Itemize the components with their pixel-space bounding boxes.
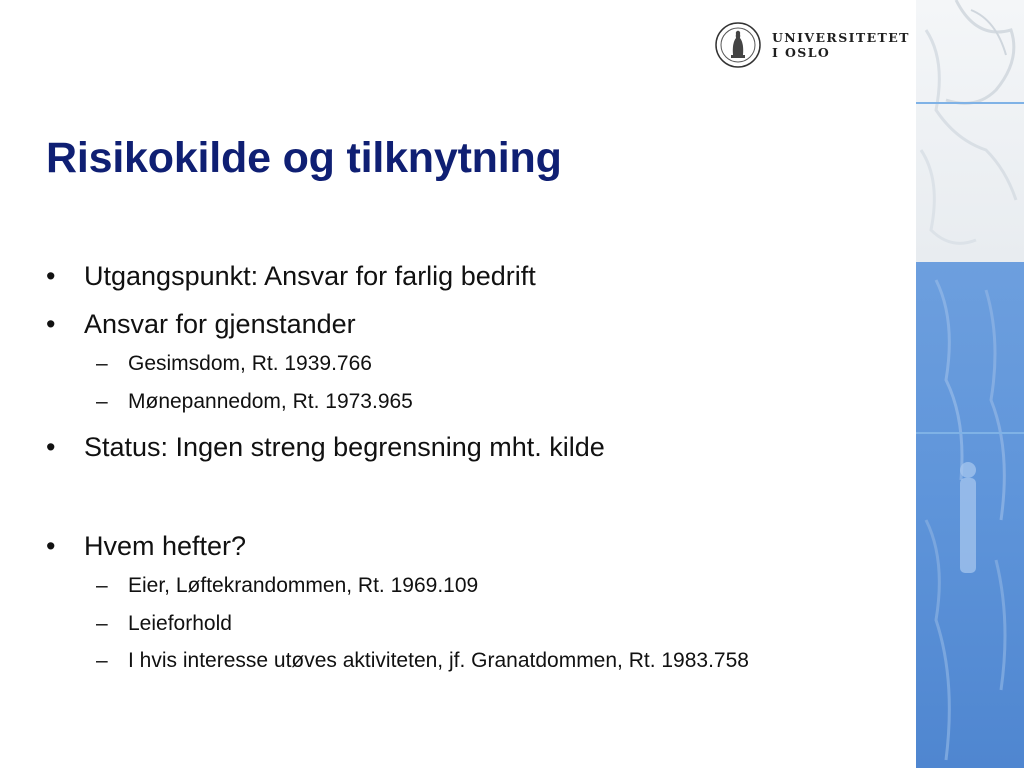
- sub-bullet-item: [96, 611, 232, 637]
- side-divider-line: [916, 102, 1024, 104]
- sub-bullet-marker: –: [96, 390, 108, 413]
- bullet-marker: •: [46, 309, 56, 339]
- sub-bullet-text: Eier, Løftekrandommen, Rt. 1969.109: [128, 574, 479, 597]
- sub-bullet-marker: –: [96, 574, 108, 597]
- sub-bullet-marker: –: [96, 649, 108, 672]
- side-divider-line: [916, 432, 1024, 434]
- university-seal-icon: [714, 21, 762, 69]
- decorative-side-panel: [916, 0, 1024, 768]
- bullet-text: Ansvar for gjenstander: [84, 309, 356, 339]
- sub-bullet-text: I hvis interesse utøves aktiviteten, jf. Granatdommen, Rt. 1983.758: [128, 649, 749, 672]
- bullet-text: Hvem hefter?: [84, 531, 247, 561]
- sub-bullet-item: [96, 648, 749, 674]
- bullet-item: [46, 307, 356, 341]
- bullet-marker: •: [46, 432, 56, 462]
- sub-bullet-item: [96, 389, 413, 415]
- statue-sketch-decoration: [916, 0, 1024, 768]
- slide-title: Risikokilde og tilknytning: [46, 134, 562, 182]
- sub-bullet-item: [96, 573, 478, 599]
- bullet-marker: •: [46, 531, 56, 561]
- bullet-item: [46, 430, 605, 464]
- sub-bullet-item: [96, 351, 372, 377]
- bullet-item: [46, 529, 246, 563]
- bullet-item: [46, 259, 536, 293]
- sub-bullet-text: Gesimsdom, Rt. 1939.766: [128, 352, 372, 375]
- sub-bullet-marker: –: [96, 352, 108, 375]
- sub-bullet-text: Leieforhold: [128, 612, 232, 635]
- bullet-text: Status: Ingen streng begrensning mht. kilde: [84, 432, 605, 462]
- university-name: [772, 30, 910, 60]
- bullet-text: Utgangspunkt: Ansvar for farlig bedrift: [84, 261, 536, 291]
- university-logo: [714, 20, 910, 70]
- sub-bullet-text: Mønepannedom, Rt. 1973.965: [128, 390, 413, 413]
- university-name-line1: UNIVERSITETET: [772, 30, 910, 45]
- university-name-line2: I OSLO: [772, 45, 831, 60]
- sub-bullet-marker: –: [96, 612, 108, 635]
- bullet-marker: •: [46, 261, 56, 291]
